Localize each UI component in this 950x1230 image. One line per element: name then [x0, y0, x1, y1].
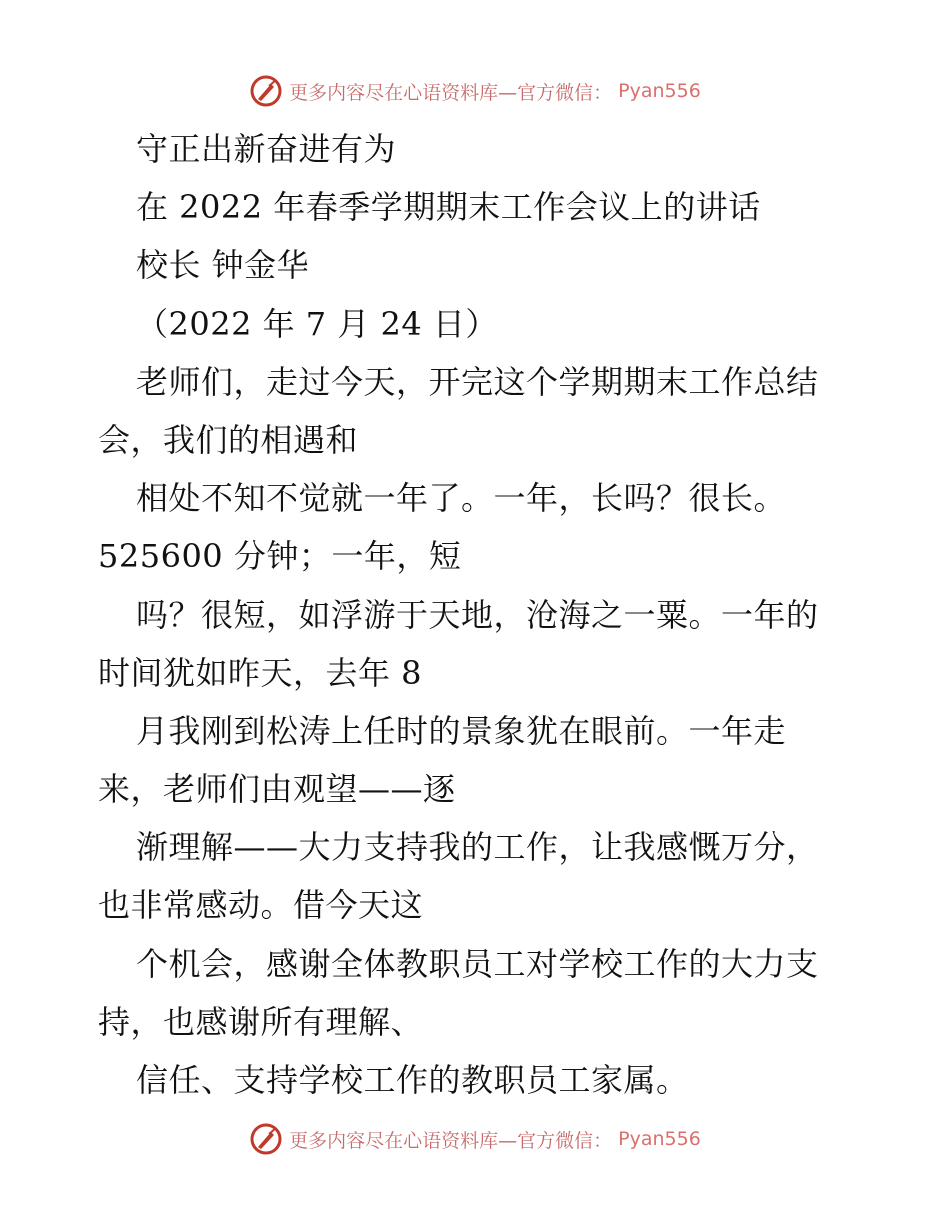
paragraph-line: 信任、支持学校工作的教职员工家属。 — [136, 1061, 689, 1099]
watermark-wechat-id: Pyan556 — [618, 80, 701, 102]
document-body — [98, 120, 868, 1109]
doc-author: 校长 钟金华 — [136, 246, 310, 285]
paragraph-line: 来，老师们由观望——逐 — [98, 770, 456, 809]
pen-nib-logo-icon — [249, 1122, 283, 1156]
header-watermark — [0, 74, 950, 108]
doc-subtitle: 在 2022 年春季学期期末工作会议上的讲话 — [136, 188, 761, 227]
watermark-text: 更多内容尽在心语资料库—官方微信： — [289, 81, 613, 104]
paragraph-line: 吗？很短，如浮游于天地，沧海之一粟。一年的 — [136, 595, 819, 634]
footer-watermark — [0, 1122, 950, 1156]
paragraph-line: 525600 分钟；一年，短 — [98, 537, 462, 576]
paragraph-line: 持，也感谢所有理解、 — [98, 1002, 424, 1041]
paragraph-line: 会，我们的相遇和 — [98, 420, 359, 459]
watermark-wechat-id: Pyan556 — [618, 1128, 701, 1150]
doc-date: （2022 年 7 月 24 日） — [136, 304, 498, 343]
watermark-text: 更多内容尽在心语资料库—官方微信： — [289, 1129, 613, 1152]
paragraph-line: 相处不知不觉就一年了。一年，长吗？很长。 — [136, 479, 787, 518]
paragraph-line: 也非常感动。借今天这 — [98, 886, 424, 925]
paragraph-line: 老师们，走过今天，开完这个学期期末工作总结 — [136, 362, 819, 401]
paragraph-line: 渐理解——大力支持我的工作，让我感慨万分， — [136, 828, 819, 867]
paragraph-line: 个机会，感谢全体教职员工对学校工作的大力支 — [136, 944, 819, 983]
paragraph-line: 月我刚到松涛上任时的景象犹在眼前。一年走 — [136, 711, 787, 750]
pen-nib-logo-icon — [249, 74, 283, 108]
paragraph-line: 时间犹如昨天，去年 8 — [98, 653, 423, 692]
doc-title: 守正出新奋进有为 — [136, 130, 397, 168]
